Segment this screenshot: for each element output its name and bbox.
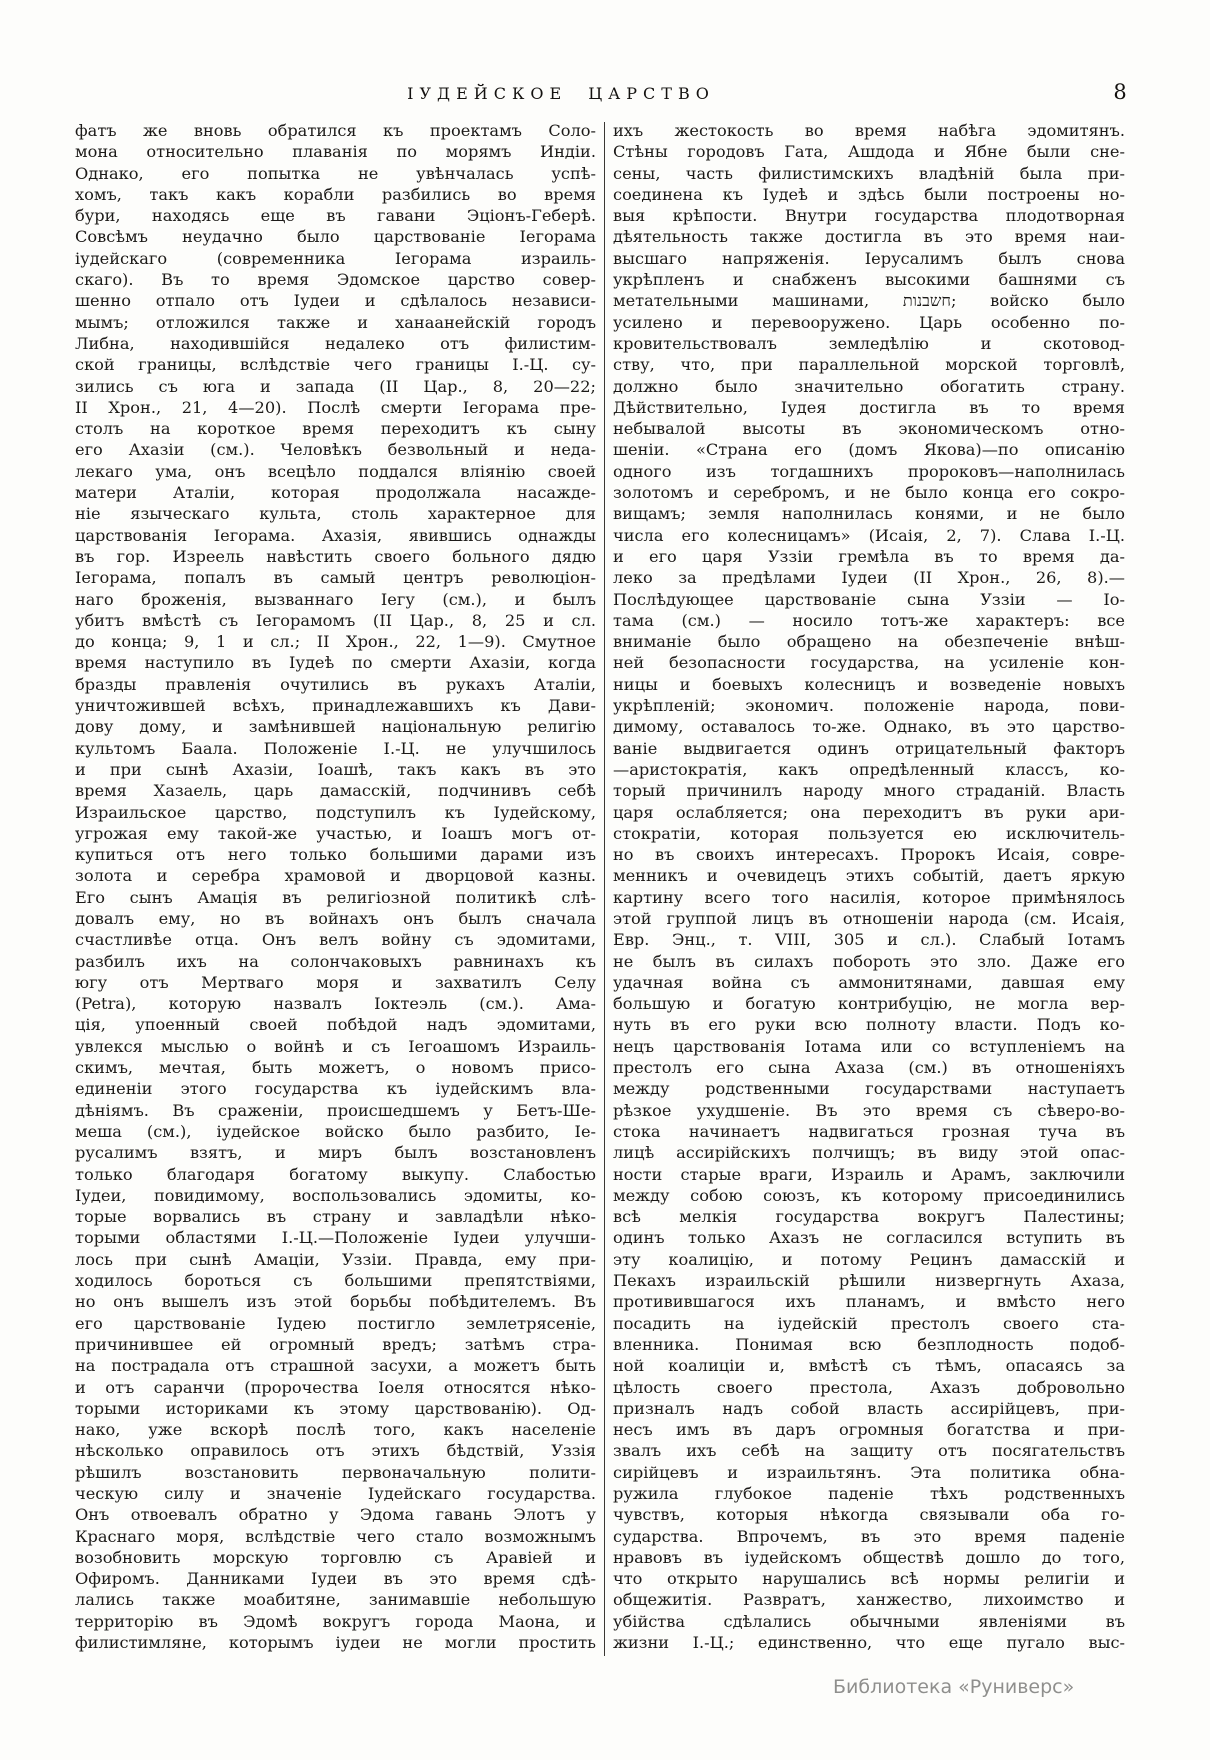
text-line: Однако, его попытка не увѣнчалась успѣ-	[75, 163, 596, 183]
text-line: всѣ мелкія государства вокругъ Палестины;	[613, 1207, 1125, 1227]
text-line: іудейскаго (современника Іегорама израиль-	[75, 248, 596, 268]
text-line: филистимляне, которымъ іудеи не могли простить	[75, 1633, 596, 1653]
text-line: купиться отъ него только большими дарами изъ	[75, 845, 596, 865]
text-line: и его царя Уззіи гремѣла въ то время да-	[613, 546, 1125, 566]
text-line: менникъ и очевидецъ этихъ событій, даетъ яркую	[613, 866, 1125, 886]
text-line: убійства сдѣлались обычными явленіями въ	[613, 1611, 1125, 1631]
text-line: ружила глубокое паденіе тѣхъ родственныхъ	[613, 1484, 1125, 1503]
text-line: стократіи, которая пользуется ею исключитель-	[613, 823, 1125, 843]
text-line: хомъ, такъ какъ корабли разбились во время	[75, 184, 596, 204]
text-line: ницы и боевыхъ колесницъ и возведеніе новыхъ	[613, 674, 1125, 694]
text-line: единеніи этого государства къ іудейскимъ вла-	[75, 1079, 596, 1099]
text-line: звалъ ихъ себѣ на защиту отъ посягательствъ	[613, 1441, 1125, 1461]
text-line: рѣзкое ухудшеніе. Въ это время съ сѣверо-во-	[613, 1100, 1125, 1120]
text-line: тама (см.) — носило тотъ-же характеръ: все	[613, 610, 1125, 630]
text-line: и отъ саранчи (пророчества Іоеля относятся нѣко-	[75, 1377, 596, 1397]
text-line: угрожая ему такой-же участью, и Іоашъ могъ от-	[75, 823, 596, 843]
text-line: торый причинилъ народу много страданій. Власть	[613, 781, 1125, 801]
text-line: соединена къ Іудеѣ и здѣсь были построены но-	[613, 184, 1125, 204]
text-line: лось при сынѣ Амаціи, Уззіи. Правда, ему при-	[75, 1249, 596, 1269]
text-line: золота и серебра храмовой и дворцовой казны.	[75, 866, 596, 886]
text-line: сударства. Впрочемъ, въ это время паденіе	[613, 1526, 1125, 1546]
text-line: Евр. Энц., т. VIII, 305 и сл.). Слабый Іотамъ	[613, 930, 1125, 950]
text-line: его царствованіе Іудею постигло землетрясеніе,	[75, 1313, 596, 1333]
text-line: разбилъ ихъ на солончаковыхъ равнинахъ къ	[75, 951, 596, 971]
text-line: призналъ надъ собой власть ассирійцевъ, при-	[613, 1398, 1125, 1418]
text-line: Пекахъ израильскій рѣшили низвергнуть Ахаза,	[613, 1271, 1125, 1291]
text-line: торыми областями І.-Ц.—Положеніе Іудеи улучши-	[75, 1228, 596, 1248]
text-line: высшаго напряженія. Іерусалимъ былъ снова	[613, 248, 1125, 268]
text-line: ваніе выдвигается одинъ отрицательный факторъ	[613, 738, 1125, 758]
text-line: нако, уже вскорѣ послѣ того, какъ населеніе	[75, 1420, 596, 1440]
text-line: счастливѣе отца. Онъ велъ войну съ эдомитами,	[75, 930, 596, 950]
text-line: время наступило въ Іудеѣ по смерти Ахазіи, когда	[75, 653, 596, 673]
text-line: ности старые враги, Израиль и Арамъ, заключили	[613, 1164, 1125, 1184]
text-line: общежитія. Развратъ, ханжество, лихоимство и	[613, 1590, 1125, 1610]
text-line: наго броженія, вызваннаго Іегу (см.), и былъ	[75, 589, 596, 609]
text-line: кровительствовалъ земледѣлію и скотовод-	[613, 333, 1125, 353]
text-line: ской границы, вслѣдствіе чего границы І.-Ц. су-	[75, 355, 596, 375]
text-line: Краснаго моря, вслѣдствіе чего стало возможнымъ	[75, 1526, 596, 1546]
text-line: столъ на короткое время переходитъ къ сыну	[75, 419, 596, 439]
text-line: скимъ, мечтая, быть можетъ, о новомъ присо-	[75, 1058, 596, 1078]
text-line: дѣніямъ. Въ сраженіи, происшедшемъ у Бетъ-Ше-	[75, 1100, 596, 1120]
page-number: 8	[1113, 80, 1127, 104]
text-line: но въ своихъ интересахъ. Пророкъ Исаія, совре-	[613, 845, 1125, 865]
text-line: культомъ Баала. Положеніе І.-Ц. не улучшилось	[75, 738, 596, 758]
text-line: между собою союзъ, къ которому присоединились	[613, 1185, 1125, 1205]
text-line: престолъ его сына Ахаза (см.) въ отношеніяхъ	[613, 1058, 1125, 1078]
text-line: вниманіе было обращено на обезпеченіе внѣш-	[613, 632, 1125, 652]
text-line: возобновить морскую торговлю съ Аравіей и	[75, 1547, 596, 1567]
text-line: уничтожившей всѣхъ, принадлежавшихъ къ Дави-	[75, 696, 596, 716]
text-line: картину всего того насилія, которое примѣнялось	[613, 887, 1125, 907]
text-line: до конца; 9, 1 и сл.; II Хрон., 22, 1—9). Смутное	[75, 632, 596, 652]
text-line: что открыто нарушались всѣ нормы религіи и	[613, 1569, 1125, 1589]
text-line: ческую силу и значеніе Іудейскаго государства.	[75, 1484, 596, 1503]
running-title: ІУДЕЙСКОЕ ЦАРСТВО	[407, 84, 715, 103]
text-line: цѣлость своего престола, Ахазъ добровольно	[613, 1377, 1125, 1397]
text-line: Либна, находившійся недалеко отъ филистим-	[75, 333, 596, 353]
text-line: торые ворвались въ страну и завладѣли нѣко-	[75, 1207, 596, 1227]
text-line: и при сынѣ Ахазіи, Іоашѣ, такъ какъ въ это	[75, 759, 596, 779]
text-line: посадить на іудейскій престолъ своего ста-	[613, 1313, 1125, 1333]
text-line: территорію въ Эдомѣ вокругъ города Маона, и	[75, 1611, 596, 1631]
text-line: Израильское царство, подступилъ къ Іудейскому,	[75, 802, 596, 822]
text-line: ней безопасности государства, на усиленіе кон-	[613, 653, 1125, 673]
text-line: меша (см.), іудейское войско было разбито, Іе-	[75, 1121, 596, 1141]
text-line: нуть въ его руки всю полноту власти. Подъ ко-	[613, 1015, 1125, 1035]
text-line: нравовъ въ іудейскомъ обществѣ дошло до того,	[613, 1547, 1125, 1567]
text-line: царствованія Іегорама. Ахазія, явившись однажды	[75, 525, 596, 545]
text-line: жизни І.-Ц.; единственно, что еще пугало выс-	[613, 1633, 1125, 1653]
text-line: небывалой высоты въ экономическомъ отно-	[613, 419, 1125, 439]
column-divider-rule	[604, 122, 605, 1656]
text-line: рѣшилъ возстановить первоначальную полити-	[75, 1462, 596, 1482]
text-line: сирійцевъ и израильтянъ. Эта политика обна-	[613, 1462, 1125, 1482]
text-line: мона относительно плаванія по морямъ Индіи.	[75, 142, 596, 162]
text-line: въ гор. Изреель навѣстить своего больного дядю	[75, 546, 596, 566]
text-line: югу отъ Мертваго моря и захватилъ Селу	[75, 972, 596, 992]
text-line: ходилось бороться съ большими препятствіями,	[75, 1271, 596, 1291]
text-line: метательными машинами, חשבנות; войско было	[613, 291, 1125, 311]
text-line: леко за предѣлами Іудеи (II Хрон., 26, 8).—	[613, 568, 1125, 588]
text-line: не былъ въ силахъ побороть это зло. Даже его	[613, 951, 1125, 971]
text-line: Его сынъ Амація въ религіозной политикѣ слѣ-	[75, 887, 596, 907]
text-line: этой группой лицъ въ отношеніи народа (см. Исаія,	[613, 908, 1125, 928]
text-line: дову дому, и замѣнившей національную религію	[75, 717, 596, 737]
text-line: ной коалиціи и, вмѣстѣ съ тѣмъ, опасаясь за	[613, 1356, 1125, 1376]
text-line: торыми историками къ этому царствованію). Од-	[75, 1398, 596, 1418]
text-line: только благодаря богатому выкупу. Слабостью	[75, 1164, 596, 1184]
text-line: причинившее ей огромный вредъ; затѣмъ стра-	[75, 1334, 596, 1354]
text-line: бразды правленія очутились въ рукахъ Аталіи,	[75, 674, 596, 694]
text-line: эту коалицію, и потому Рецинъ дамасскій и	[613, 1249, 1125, 1269]
text-line: Дѣйствительно, Іудея достигла въ то время	[613, 397, 1125, 417]
text-line: убитъ вмѣстѣ съ Іегорамомъ (II Цар., 8, 25 и сл.	[75, 610, 596, 630]
text-line: мымъ; отложился также и ханаанейскій городъ	[75, 312, 596, 332]
text-line: (Petra), которую назвалъ Іоктеэль (см.). Ама-	[75, 994, 596, 1014]
text-line: Стѣны городовъ Гата, Ашдода и Ябне были сне-	[613, 142, 1125, 162]
text-line: несъ имъ въ даръ огромныя богатства и при-	[613, 1420, 1125, 1440]
text-line: увлекся мыслью о войнѣ и съ Іегоашомъ Израиль-	[75, 1036, 596, 1056]
text-line: время Хазаель, царь дамасскій, подчинивъ себѣ	[75, 781, 596, 801]
text-line: лицѣ ассирійскихъ полчищъ; въ виду этой опас-	[613, 1143, 1125, 1163]
text-line: вленника. Понимая всю безплодность подоб-	[613, 1334, 1125, 1354]
text-line: стока начинаетъ надвигаться грозная туча въ	[613, 1121, 1125, 1141]
text-line: димому, оставалось то-же. Однако, въ это царство-	[613, 717, 1125, 737]
text-line: его Ахазіи (см.). Человѣкъ безвольный и неда-	[75, 440, 596, 460]
text-line: лались также моабитяне, занимавшіе небольшую	[75, 1590, 596, 1610]
text-line: должно было значительно обогатить страну.	[613, 376, 1125, 396]
text-line: противившагося ихъ планамъ, и вмѣсто него	[613, 1292, 1125, 1312]
text-line: II Хрон., 21, 4—20). Послѣ смерти Іегорама пре-	[75, 397, 596, 417]
text-line: золотомъ и серебромъ, и не было конца его сокро-	[613, 483, 1125, 503]
text-line: бури, находясь еще въ гавани Эціонъ-Геберѣ.	[75, 206, 596, 226]
text-line: ству, что, при параллельной морской торговлѣ,	[613, 355, 1125, 375]
text-line: нецъ царствованія Іотама или со вступленіемъ на	[613, 1036, 1125, 1056]
text-line: между родственными государствами наступаетъ	[613, 1079, 1125, 1099]
text-line: одинъ только Ахазъ не согласился вступить въ	[613, 1228, 1125, 1248]
text-line: Офиромъ. Данниками Іудеи въ это время сдѣ-	[75, 1569, 596, 1589]
library-watermark: Библиотека «Руниверс»	[833, 1676, 1075, 1698]
text-line: усилено и перевооружено. Царь особенно по-	[613, 312, 1125, 332]
text-line: довалъ ему, но въ войнахъ онъ былъ сначала	[75, 908, 596, 928]
text-line: ихъ жестокость во время набѣга эдомитянъ.	[613, 121, 1125, 140]
text-line: ніе языческаго культа, столь характерное для	[75, 504, 596, 524]
text-line: вищамъ; земля наполнилась конями, и не было	[613, 504, 1125, 524]
text-line: лекаго ума, онъ всецѣло поддался вліянію своей	[75, 461, 596, 481]
text-line: русалимъ взятъ, и миръ былъ возстановленъ	[75, 1143, 596, 1163]
text-line: Онъ отвоевалъ обратно у Эдома гавань Элотъ у	[75, 1505, 596, 1525]
text-line: укрѣпленъ и снабженъ высокими башнями съ	[613, 270, 1125, 290]
text-line: матери Аталіи, которая продолжала насажде-	[75, 483, 596, 503]
text-line: сены, часть филистимскихъ владѣній была при-	[613, 163, 1125, 183]
text-line: царя ослабляется; она переходитъ въ руки ари-	[613, 802, 1125, 822]
text-line: нѣсколько оправилось отъ этихъ бѣдствій, Уззія	[75, 1441, 596, 1461]
text-line: Совсѣмъ неудачно было царствованіе Іегорама	[75, 227, 596, 247]
text-line: зились съ юга и запада (II Цар., 8, 20—22;	[75, 376, 596, 396]
text-line: но онъ вышелъ изъ этой борьбы побѣдителемъ. Въ	[75, 1292, 596, 1312]
text-line: ція, упоенный своей побѣдой надъ эдомитами,	[75, 1015, 596, 1035]
text-line: на пострадала отъ страшной засухи, а можетъ быть	[75, 1356, 596, 1376]
text-line: скаго). Въ то время Эдомское царство совер-	[75, 270, 596, 290]
left-text-column	[75, 120, 596, 1653]
right-text-column	[613, 120, 1125, 1653]
text-line: шеніи. «Страна его (домъ Якова)—по описанію	[613, 440, 1125, 460]
text-line: укрѣпленій; экономич. положеніе народа, пови-	[613, 696, 1125, 716]
text-line: выя крѣпости. Внутри государства плодотворная	[613, 206, 1125, 226]
text-line: числа его колесницамъ» (Исаія, 2, 7). Слава І.-Ц.	[613, 525, 1125, 545]
text-line: одного изъ тогдашнихъ пророковъ—наполнилась	[613, 461, 1125, 481]
text-line: Іудеи, повидимому, воспользовались эдомиты, ко-	[75, 1185, 596, 1205]
text-line: Послѣдующее царствованіе сына Уззіи — Іо-	[613, 589, 1125, 609]
text-line: удачная война съ аммонитянами, давшая ему	[613, 972, 1125, 992]
text-line: большую и богатую контрибуцію, не могла вер-	[613, 994, 1125, 1014]
text-line: фатъ же вновь обратился къ проектамъ Соло-	[75, 121, 596, 140]
text-line: шенно отпало отъ Іудеи и сдѣлалось независи-	[75, 291, 596, 311]
text-line: —аристократія, какъ опредѣленный классъ, ко-	[613, 759, 1125, 779]
text-line: Іегорама, попалъ въ самый центръ революціон-	[75, 568, 596, 588]
text-line: дѣятельность также достигла въ это время наи-	[613, 227, 1125, 247]
text-line: чувствъ, которыя нѣкогда связывали оба го-	[613, 1505, 1125, 1525]
